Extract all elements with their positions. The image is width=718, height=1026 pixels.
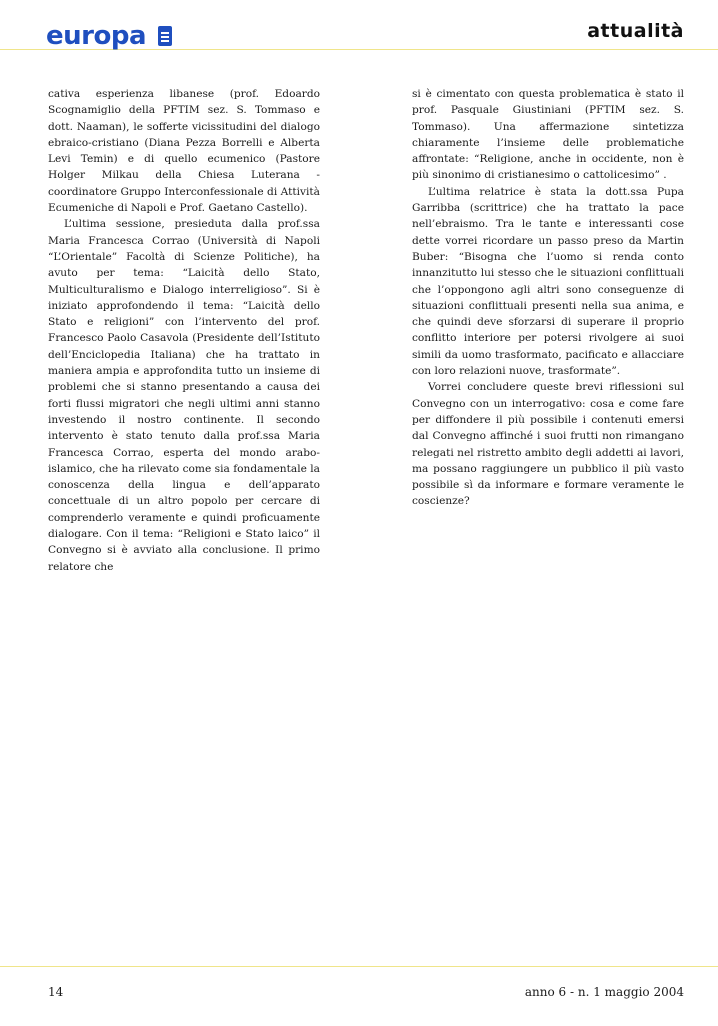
paragraph: si è cimentato con questa problematica è stato il prof. Pasquale Giustiniani (PFTIM sez. S. Tommaso). Una affermazione sintetizza chiaramente l’insieme delle problematiche affrontate: “Religione, anche in occidente, non è più sinonimo di cristianesimo o cattolicesimo” .: [412, 88, 684, 182]
paragraph: Vorrei concludere queste brevi riflessioni sul Convegno con un interrogativo: cosa e come fare per diffondere il più possibile i contenuti emersi dal Convegno affinché i suoi frutti non rimangano relegati nel ristretto ambito degli addetti ai lavori, ma possano raggiungere un pubblico il più vasto possibile sì da informare e formare veramente le coscienze?: [412, 381, 684, 508]
paragraph: L’ultima relatrice è stata la dott.ssa Pupa Garribba (scrittrice) che ha trattato la pace nell’ebraismo. Tra le tante e interessanti cose dette vorrei ricordare un passo preso da Martin Buber: “Bisogna che l’uomo si renda conto innanzitutto lui stesso che le situazioni conflittuali che l’oppongono agli altri sono conseguenze di situazioni conflittuali presenti nella sua anima, e che quindi deve sforzarsi di superare il proprio conflitto interiore per potersi rivolgere ai suoi simili da uomo trasformato, pacificato e allacciare con loro relazioni nuove, trasformate”.: [412, 185, 684, 378]
logo-text: europa: [46, 21, 146, 51]
right-column: [412, 86, 684, 510]
logo-badge-icon: [158, 26, 172, 46]
page-number: 14: [48, 985, 64, 999]
issue-info: anno 6 - n. 1 maggio 2004: [524, 985, 684, 999]
paragraph: L’ultima sessione, presieduta dalla prof.ssa Maria Francesca Corrao (Università di Napoli “L’Orientale” Facoltà di Scienze Politiche), ha avuto per tema: “Laicità dello Stato, Multiculturalismo e Dialogo interreligioso”. Si è iniziato approfondendo il tema: “Laicità dello Stato e religioni” con l’intervento del prof. Francesco Paolo Casavola (Presidente dell’Istituto dell’Enciclopedia Italiana) che ha trattato in maniera ampia e approfondita tutto un insieme di problemi che si stanno presentando a causa dei forti flussi migratori che negli ultimi anni stanno investendo il nostro continente. Il secondo intervento è stato tenuto dalla prof.ssa Maria Francesca Corrao, esperta del mondo arabo-islamico, che ha rilevato come sia fondamentale la conoscenza della lingua e dell’apparato concettuale di un altro popolo per cercare di comprenderlo veramente e quindi proficuamente dialogare. Con il tema: “Religioni e Stato laico” il Convegno si è avviato alla conclusione. Il primo relatore che: [48, 218, 320, 573]
paragraph: cativa esperienza libanese (prof. Edoardo Scognamiglio della PFTIM sez. S. Tommaso e dott. Naaman), le sofferte vicissitudini del dialogo ebraico-cristiano (Diana Pezza Borrelli e Alberta Levi Temin) e di quello ecumenico (Pastore Holger Milkau della Chiesa Luterana - coordinatore Gruppo Interconfessionale di Attività Ecumeniche di Napoli e Prof. Gaetano Castello).: [48, 88, 320, 215]
footer-rule: [0, 966, 718, 967]
europa-logo: [46, 18, 146, 54]
section-title: attualità: [587, 20, 684, 42]
left-column: [48, 86, 320, 575]
